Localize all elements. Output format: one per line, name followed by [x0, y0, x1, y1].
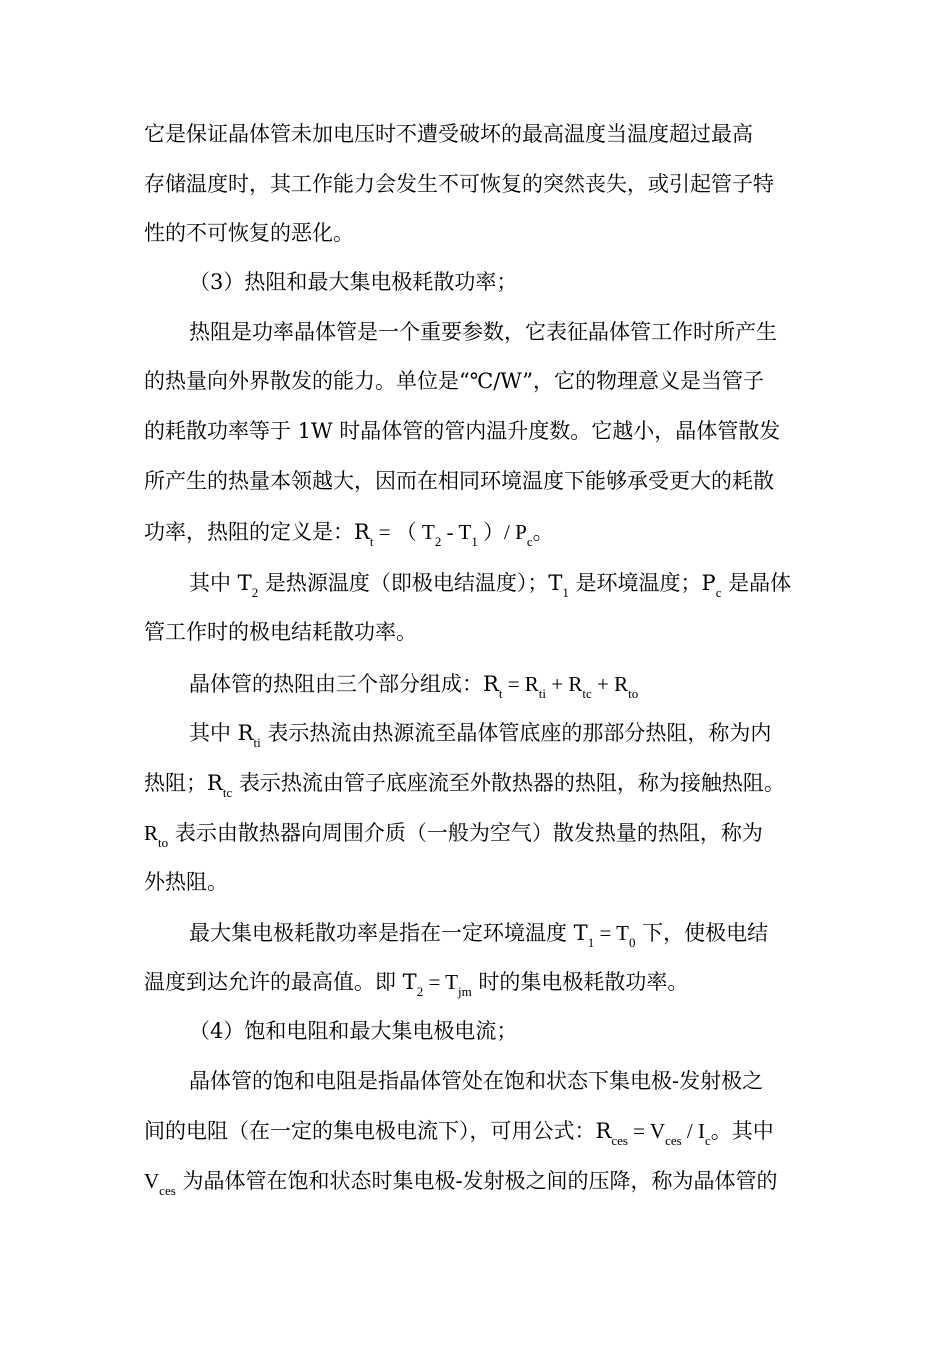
- paragraph-thermal-resistance-line-2: 的热量向外界散发的能力。单位是“℃/W”，它的物理意义是当管子: [144, 369, 765, 393]
- paragraph-thermal-resistance-line-4: 所产生的热量本领越大，因而在相同环境温度下能够承受更大的耗散: [144, 469, 774, 493]
- section-heading-3: （3）热阻和最大集电极耗散功率；: [189, 270, 518, 294]
- paragraph-saturation-line-2: 间的电阻（在一定的集电极电流下），可用公式：$R_{ces} = V_{ces} / I_c$。其中: [144, 1119, 774, 1148]
- paragraph-saturation-line-1: 晶体管的饱和电阻是指晶体管处在饱和状态下集电极-发射极之: [189, 1069, 764, 1093]
- paragraph-thermal-resistance-line-3: 的耗散功率等于 1W 时晶体管的管内温升度数。它越小，晶体管散发: [144, 419, 781, 443]
- paragraph-components-line-1: 其中 $R_{ti}$ 表示热流由热源流至晶体管底座的那部分热阻，称为内: [189, 721, 772, 750]
- paragraph-max-power-line-1: 最大集电极耗散功率是指在一定环境温度 $T_1 = T_0$ 下，使极电结: [189, 921, 769, 950]
- section-heading-4: （4）饱和电阻和最大集电极电流；: [189, 1019, 518, 1043]
- paragraph-saturation-line-3: $V_{ces}$ 为晶体管在饱和状态时集电极-发射极之间的压降，称为晶体管的: [144, 1169, 778, 1198]
- paragraph-storage-temp-line-3: 性的不可恢复的恶化。: [144, 221, 354, 245]
- paragraph-storage-temp-line-1: 它是保证晶体管未加电压时不遭受破坏的最高温度当温度超过最高: [144, 122, 753, 146]
- paragraph-components-line-2: 热阻；$R_{tc}$ 表示热流由管子底座流至外散热器的热阻，称为接触热阻。: [144, 771, 785, 800]
- paragraph-thermal-resistance-line-1: 热阻是功率晶体管是一个重要参数，它表征晶体管工作时所产生: [189, 320, 777, 344]
- paragraph-components-line-4: 外热阻。: [144, 870, 228, 894]
- thermal-resistance-components-formula: 晶体管的热阻由三个部分组成：$R_t = R_{ti} + R_{tc} + R_{to}$: [189, 672, 639, 701]
- paragraph-components-line-3: $R_{to}$ 表示由散热器向周围介质（一般为空气）散发热量的热阻，称为: [144, 821, 763, 850]
- paragraph-max-power-line-2: 温度到达允许的最高值。即 $T_2 = T_{jm}$ 时的集电极耗散功率。: [144, 970, 689, 999]
- paragraph-formula-terms-line-2: 管工作时的极电结耗散功率。: [144, 620, 417, 644]
- paragraph-formula-terms-line-1: 其中 $T_2$ 是热源温度（即极电结温度）；$T_1$ 是环境温度；$P_c$ 是晶体: [189, 571, 792, 600]
- paragraph-storage-temp-line-2: 存储温度时，其工作能力会发生不可恢复的突然丧失，或引起管子特: [144, 172, 774, 196]
- thermal-resistance-formula-line: 功率，热阻的定义是：$R_t$ = （ $T_2 - T_1$ ）/ $P_c$。: [144, 520, 554, 549]
